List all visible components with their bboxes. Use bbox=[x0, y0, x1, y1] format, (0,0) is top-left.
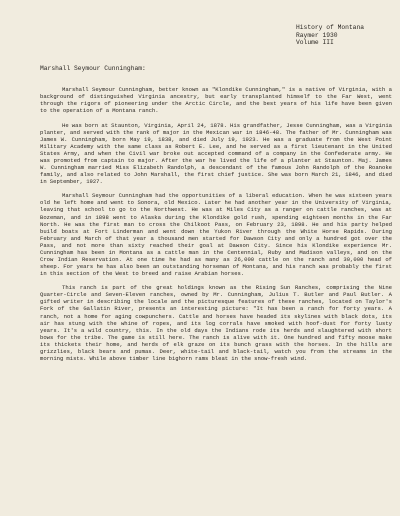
biography-subject-heading: Marshall Seymour Cunningham: bbox=[40, 65, 146, 72]
paragraph-career: Marshall Seymour Cunningham had the opportunities of a liberal education. When he was sixteen years old he left home and went to Sonora, old Mexico. Later he had another year in the University of Virginia, leaving that school to go to the Northwest. He was at Miles City as a ranger on cattle ranches, was at Bozeman, and in 1898 went to Alaska during the Klondike gold rush, spending eighteen months in the Far North. He was the first man to cross the Chilkoot Pass, on February 23, 1898. He and his party helped build boats at Fort Linderman and went down the Yukon River through the White Horse Rapids. During February and March of that year a thousand men started for Dawson City and only a hundred got over the Pass, and not more than sixty reached their goal at Dawson City. Since his Klondike experience Mr. Cunningham has been in Montana as a cattle man in the Centennial, Ruby and Madison valleys, and on the Crow Indian Reservation. At one time he had as many as 26,000 cattle on the ranch and 30,000 head of sheep. For years he has also been an outstanding horseman of Montana, and his ranch was probably the first in this section of the West to breed and raise Arabian horses. bbox=[40, 192, 392, 277]
paragraph-ranch: This ranch is part of the great holdings known as the Rising Sun Ranches, comprising the Nine Quarter-Circle and Seven-Eleven ranches, owned by Mr. Cunningham, Julius T. Butler and Paul Butler. A gifted writer in describing the locale and the picturesque features of these ranches, located on Taylor's Fork of the Gallatin River, presents an interesting picture: "It has been a ranch for forty years. A ranch, not a home for aging cowpunchers. Cattle and horses have headed its skylines with black dots, its air has stung with the whine of ropes, and its log corrals have smoked with hoof-dust for forty lusty years. It's a wild country, this. In the old days the Indians rode its herds and slaughtered with short bows for the tribe. The game is still here. The ranch is alive with it. One hundred and fifty moose make its thickets their home, and herds of elk graze on its bunch grass with the horses. In the hills are grizzlies, black bears and pumas. Deer, white-tail and black-tail, watch you from the streams in the morning mists. While above timber line bighorn rams bleat in the snow-fresh wind. bbox=[40, 284, 392, 362]
header-title: History of Montana bbox=[296, 24, 365, 31]
header-volume: Volume III bbox=[296, 39, 334, 47]
document-header bbox=[296, 24, 364, 47]
paragraph-intro: Marshall Seymour Cunningham, better known as "Klondike Cunningham," is a native of Virginia, with a background of distinguished Virginia ancestry, but early transplanted himself to the Far West, went through the rigors of pioneering under the Arctic Circle, and the best years of his life have been given to the operation of a Montana ranch. bbox=[40, 86, 392, 115]
paragraph-family: He was born at Staunton, Virginia, April 24, 1878. His grandfather, Jesse Cunningham, was a Virginia planter, and served with the rank of major in the Mexican war in 1846-48. The father of Mr. Cunningham was James W. Cunningham, born May 19, 1838, and died July 19, 1923. He was a graduate from the West Point Military Academy with the same class as Robert E. Lee, and he served as a first lieutenant in the United States Army, and when the Civil war broke out accepted command of a company in the Confederate army. He was promoted from captain to major. After the war he lived the life of a planter at Staunton. Maj. James W. Cunningham married Miss Elizabeth Randolph, a descendant of the famous John Randolph of the Roanoke family, and also related to John Marshall, the first chief justice. She was born March 21, 1846, and died in September, 1927. bbox=[40, 121, 392, 185]
header-author-year: Raymer 1930 bbox=[296, 31, 338, 39]
document-body bbox=[40, 86, 392, 369]
